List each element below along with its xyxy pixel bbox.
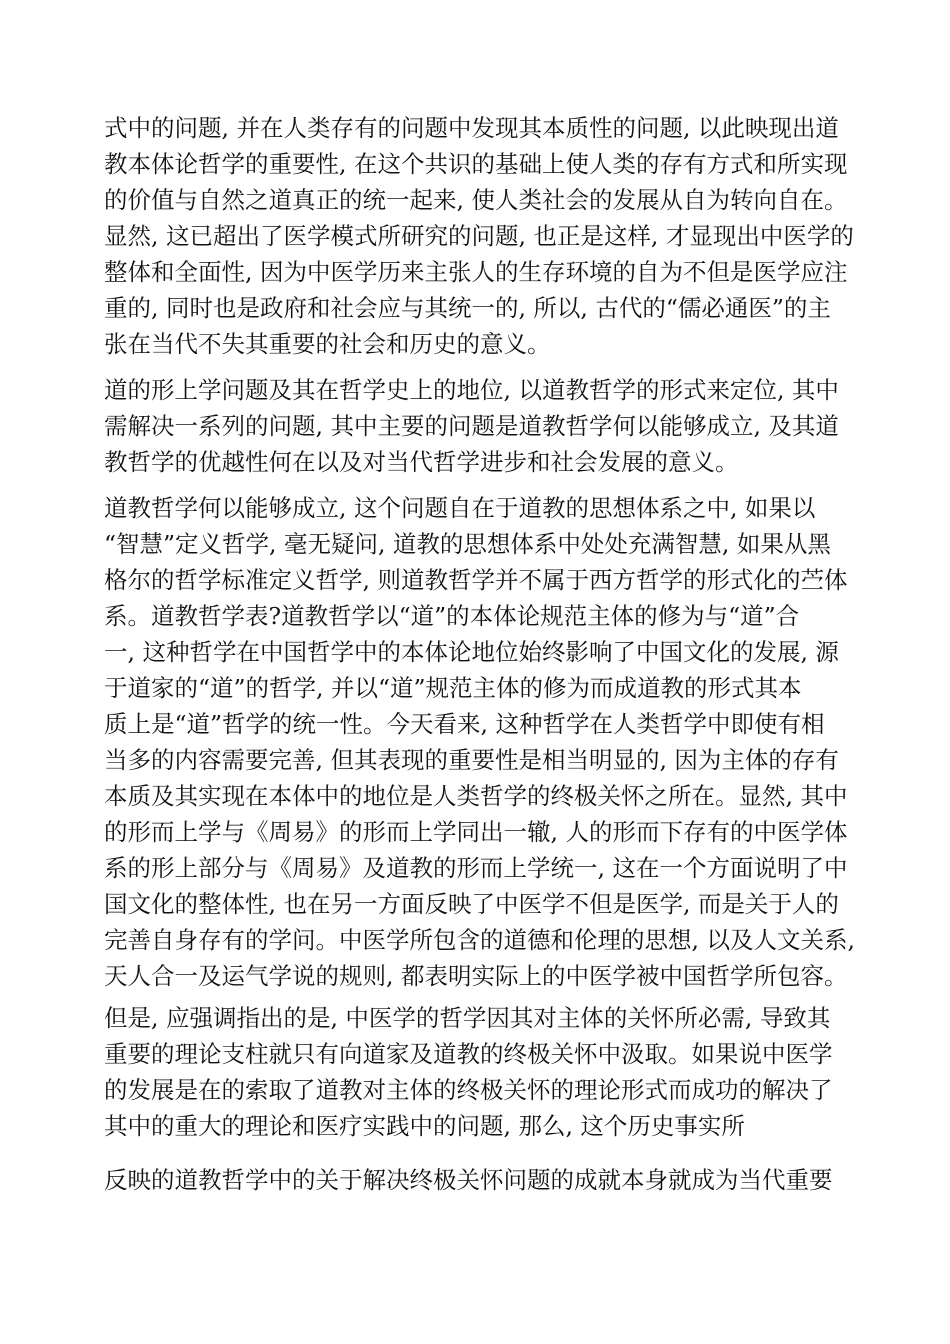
text-line: 一, 这种哲学在中国哲学中的本体论地位始终影响了中国文化的发展, 源 [104,638,839,666]
text-line: 整体和全面性, 因为中医学历来主张人的生存环境的自为不但是医学应注 [104,258,848,286]
text-line: 反映的道教哲学中的关于解决终极关怀问题的成就本身就成为当代重要 [104,1166,833,1194]
text-line: 需解决一系列的问题, 其中主要的问题是道教哲学何以能够成立, 及其道 [104,412,839,440]
text-line: 道的形上学问题及其在哲学史上的地位, 以道教哲学的形式来定位, 其中 [104,376,839,404]
text-line: 教本体论哲学的重要性, 在这个共识的基础上使人类的存有方式和所实现 [104,150,848,178]
text-line: 系的形上部分与《周易》及道教的形而上学统一, 这在一个方面说明了中 [104,854,848,882]
text-line: 教哲学的优越性何在以及对当代哲学进步和社会发展的意义。 [104,448,739,476]
text-line: 道教哲学何以能够成立, 这个问题自在于道教的思想体系之中, 如果以 [104,494,816,522]
text-line: 式中的问题, 并在人类存有的问题中发现其本质性的问题, 以此映现出道 [104,114,839,142]
text-line: 重要的理论支柱就只有向道家及道教的终极关怀中汲取。如果说中医学 [104,1040,833,1068]
text-line: 但是, 应强调指出的是, 中医学的哲学因其对主体的关怀所必需, 导致其 [104,1004,831,1032]
text-line: 本质及其实现在本体中的地位是人类哲学的终极关怀之所在。显然, 其中 [104,782,848,810]
text-line: 的形而上学与《周易》的形而上学同出一辙, 人的形而下存有的中医学体 [104,818,848,846]
text-line: 显然, 这已超出了医学模式所研究的问题, 也正是这样, 才显现出中医学的 [104,222,854,250]
text-line: 完善自身存有的学问。中医学所包含的道德和伦理的思想, 以及人文关系, [104,926,855,954]
paragraph-1 [104,110,864,362]
paragraph-2 [104,372,864,480]
text-line: 天人合一及运气学说的规则, 都表明实际上的中医学被中国哲学所包容。 [104,962,848,990]
text-line: 国文化的整体性, 也在另一方面反映了中医学不但是医学, 而是关于人的 [104,890,839,918]
paragraph-4 [104,1000,864,1144]
text-line: 重的, 同时也是政府和社会应与其统一的, 所以, 古代的“儒必通医”的主 [104,294,831,322]
text-line: 格尔的哲学标准定义哲学, 则道教哲学并不属于西方哲学的形式化的苎体 [104,566,848,594]
text-line: 当多的内容需要完善, 但其表现的重要性是相当明显的, 因为主体的存有 [104,746,839,774]
text-line: “智慧”定义哲学, 毫无疑问, 道教的思想体系中处处充满智慧, 如果从黑 [104,530,831,558]
text-line: 于道家的“道”的哲学, 并以“道”规范主体的修为而成道教的形式其本 [104,674,802,702]
text-line: 张在当代不失其重要的社会和历史的意义。 [104,330,551,358]
text-line: 的发展是在的索取了道教对主体的终极关怀的理论形式而成功的解决了 [104,1076,833,1104]
text-line: 的价值与自然之道真正的统一起来, 使人类社会的发展从自为转向自在。 [104,186,848,214]
text-line: 质上是“道”哲学的统一性。今天看来, 这种哲学在人类哲学中即使有相 [104,710,825,738]
paragraph-5 [104,1162,864,1198]
paragraph-3 [104,490,864,994]
text-line: 其中的重大的理论和医疗实践中的问题, 那么, 这个历史事实所 [104,1112,745,1140]
text-line: 系。道教哲学表?道教哲学以“道”的本体论规范主体的修为与“道”合 [104,602,800,630]
